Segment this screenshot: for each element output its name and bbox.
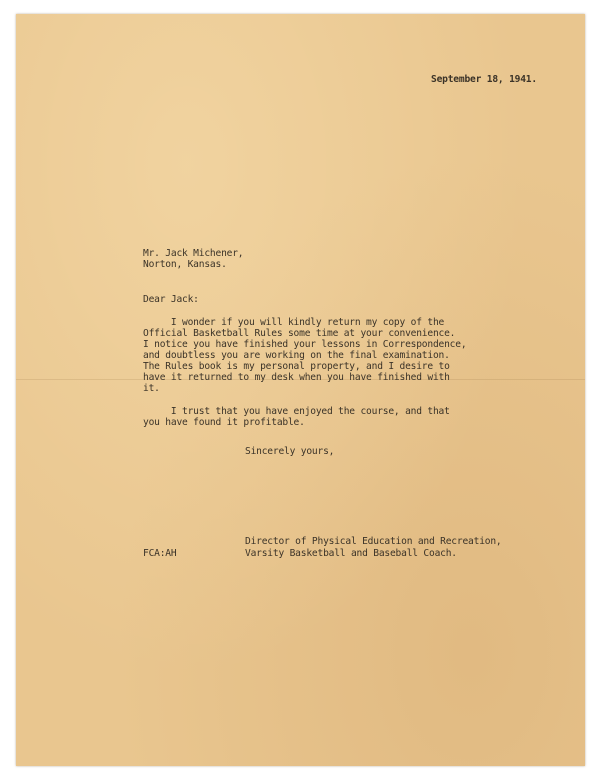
recipient-city: Norton, Kansas.	[143, 259, 227, 270]
body-paragraph-1-line: have it returned to my desk when you have finished with	[143, 372, 450, 383]
recipient-name: Mr. Jack Michener,	[143, 248, 244, 259]
body-paragraph-1-line: The Rules book is my personal property, and I desire to	[143, 361, 450, 372]
body-paragraph-1-line: Official Basketball Rules some time at your convenience.	[143, 328, 456, 339]
body-paragraph-2-line: I trust that you have enjoyed the course, and that	[143, 406, 450, 417]
reference-initials: FCA:AH	[143, 548, 177, 559]
letter-date: September 18, 1941.	[431, 74, 537, 85]
body-paragraph-1-line: and doubtless you are working on the final examination.	[143, 350, 450, 361]
body-paragraph-1-line: it.	[143, 383, 160, 394]
salutation: Dear Jack:	[143, 294, 199, 305]
body-paragraph-1-line: I wonder if you will kindly return my copy of the	[143, 317, 445, 328]
letter-page	[16, 14, 585, 766]
signature-title-line-2: Varsity Basketball and Baseball Coach.	[245, 548, 457, 559]
body-paragraph-1-line: I notice you have finished your lessons in Correspondence,	[143, 339, 467, 350]
body-paragraph-2-line: you have found it profitable.	[143, 417, 305, 428]
signature-title-line-1: Director of Physical Education and Recreation,	[245, 536, 502, 547]
closing: Sincerely yours,	[245, 446, 335, 457]
